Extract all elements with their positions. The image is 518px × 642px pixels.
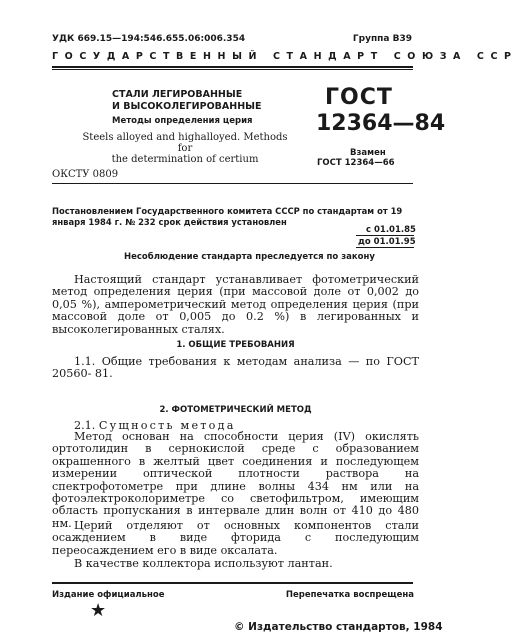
state-standard-banner: ГОСУДАРСТВЕННЫЙ СТАНДАРТ СОЮЗА ССР [52, 51, 518, 62]
noncompliance-notice: Несоблюдение стандарта преследуется по закону [124, 252, 375, 262]
validity-from: с 01.01.85 [366, 225, 416, 235]
english-title-line2: the determination of certium [111, 154, 259, 165]
intro-paragraph: Настоящий стандарт устанавливает фотометрический метод определения церия (при массовой доле от 0,002 до 0,05 %), амперометрический метод определения церия (при массовой доле от 0,005 до 0.2 %) в легированных и высоколегированных сталях. [52, 273, 419, 336]
decree-text: Постановлением Государственного комитета СССР по стандартам от 19 января 1984 г. № 232 срок действия установлен [52, 206, 403, 227]
subsection-2-1-title: Сущность метода [98, 419, 236, 432]
english-title-line1: Steels alloyed and highalloyed. Methods for [82, 132, 288, 154]
validity-to: до 01.01.95 [358, 237, 416, 247]
russian-title-line2: И ВЫСОКОЛЕГИРОВАННЫЕ [112, 101, 262, 112]
okstu-rule [52, 183, 413, 184]
star-icon: ★ [90, 600, 107, 621]
section-2-heading: 2. ФОТОМЕТРИЧЕСКИЙ МЕТОД [159, 405, 312, 415]
replaces-label: Взамен [350, 148, 386, 158]
gost-number: 12364—84 [316, 111, 446, 136]
validity-from-rule [356, 235, 414, 236]
method-principle-paragraph: Метод основан на способности церия (IV) окислять ортотолидин в сернокислой среде с образованием окрашенного в желтый цвет соединения и последующем измерении оптической плотности раствора на спектрофотометре при длине волны 434 нм или на фотоэлектроколориметре со светофильтром, имеющим область пропускания в интервале длин волн от 410 до 480 нм. [52, 430, 419, 530]
group-code: Группа В39 [352, 34, 412, 44]
header-rule-thin [52, 69, 413, 70]
section-1-paragraph: 1.1. Общие требования к методам анализа — по ГОСТ 20560- 81. [52, 355, 419, 381]
okstu-code: ОКСТУ 0809 [52, 169, 119, 180]
reprint-prohibited-label: Перепечатка воспрещена [285, 590, 414, 600]
subsection-2-1-number: 2.1. [74, 419, 96, 432]
validity-to-rule [356, 247, 414, 248]
english-title [80, 132, 290, 165]
official-edition-label: Издание официальное [52, 590, 165, 600]
replaces-value: ГОСТ 12364—66 [317, 158, 395, 168]
russian-subtitle: Методы определения церия [112, 116, 253, 126]
russian-title-line1: СТАЛИ ЛЕГИРОВАННЫЕ [112, 89, 243, 100]
copyright-notice: © Издательство стандартов, 1984 [234, 621, 443, 633]
gost-label: ГОСТ [325, 85, 393, 110]
udk-code: УДК 669.15—194:546.655.06:006.354 [52, 34, 246, 44]
separation-paragraph: Церий отделяют от основных компонентов стали осаждением в виде фторида с последующим переосаждением его в виде оксалата. [52, 519, 419, 557]
footer-rule [52, 582, 413, 584]
collector-paragraph: В качестве коллектора используют лантан. [74, 557, 333, 570]
russian-title [112, 89, 261, 113]
section-1-heading: 1. ОБЩИЕ ТРЕБОВАНИЯ [176, 340, 295, 350]
header-rule [52, 66, 413, 68]
